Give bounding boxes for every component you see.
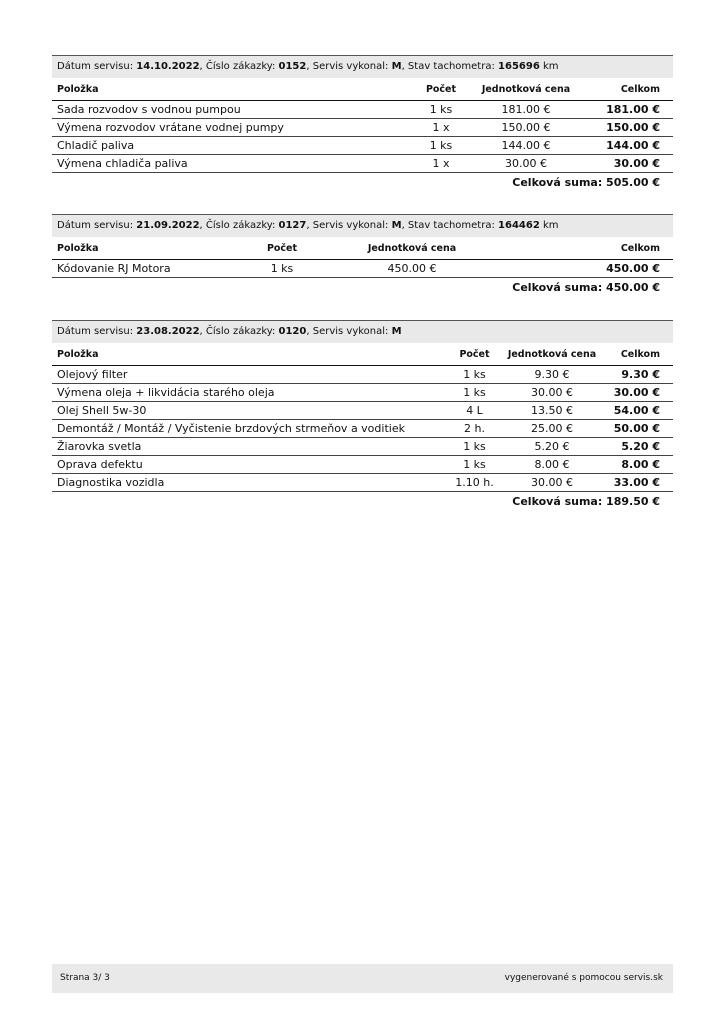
table-row — [52, 438, 673, 456]
grand-total: Celková suma: 189.50 € — [512, 495, 660, 508]
item-name: Chladič paliva — [52, 137, 404, 155]
table-row — [52, 137, 673, 155]
order-label: , Číslo zákazky: — [199, 61, 276, 72]
item-total: 50.00 € — [602, 420, 673, 438]
table-row — [52, 402, 673, 420]
service-record-2 — [52, 214, 673, 300]
odometer-value: 164462 — [498, 220, 540, 231]
col-header-total: Celkom — [602, 343, 673, 366]
item-total: 144.00 € — [574, 137, 673, 155]
date-label: Dátum servisu: — [57, 61, 134, 72]
item-qty: 1 x — [404, 119, 478, 137]
odometer-unit: km — [542, 61, 559, 72]
performed-by: M — [391, 61, 402, 72]
item-total: 30.00 € — [574, 155, 673, 173]
performed-by: M — [391, 326, 402, 337]
item-qty: 1 ks — [447, 438, 502, 456]
col-header-total: Celkom — [574, 78, 673, 101]
order-label: , Číslo zákazky: — [199, 326, 276, 337]
page-number: Strana 3/ 3 — [60, 973, 110, 983]
item-name: Výmena rozvodov vrátane vodnej pumpy — [52, 119, 404, 137]
col-header-item: Položka — [52, 78, 404, 101]
order-label: , Číslo zákazky: — [199, 220, 276, 231]
table-row — [52, 384, 673, 402]
odometer-label: , Stav tachometra: — [401, 61, 495, 72]
item-total: 9.30 € — [602, 366, 673, 384]
item-name: Oprava defektu — [52, 456, 447, 474]
col-header-item: Položka — [52, 343, 447, 366]
table-row — [52, 366, 673, 384]
item-unit-price: 9.30 € — [502, 366, 602, 384]
service-header — [52, 320, 673, 343]
item-name: Diagnostika vozidla — [52, 474, 447, 492]
table-header-row — [52, 237, 673, 260]
table-header-row — [52, 343, 673, 366]
table-row — [52, 456, 673, 474]
col-header-unit-price: Jednotková cena — [502, 343, 602, 366]
item-unit-price: 8.00 € — [502, 456, 602, 474]
table-row — [52, 119, 673, 137]
col-header-qty: Počet — [404, 78, 478, 101]
item-qty: 1 ks — [404, 101, 478, 119]
col-header-item: Položka — [52, 237, 222, 260]
date-label: Dátum servisu: — [57, 326, 134, 337]
item-unit-price: 25.00 € — [502, 420, 602, 438]
item-qty: 1.10 h. — [447, 474, 502, 492]
odometer-label: , Stav tachometra: — [401, 220, 495, 231]
item-total: 54.00 € — [602, 402, 673, 420]
item-unit-price: 181.00 € — [478, 101, 574, 119]
item-qty: 1 ks — [222, 260, 342, 278]
item-total: 450.00 € — [482, 260, 673, 278]
grand-total: Celková suma: 505.00 € — [512, 176, 660, 189]
item-name: Kódovanie RJ Motora — [52, 260, 222, 278]
item-name: Demontáž / Montáž / Vyčistenie brzdových strmeňov a voditiek — [52, 420, 447, 438]
item-qty: 2 h. — [447, 420, 502, 438]
date-label: Dátum servisu: — [57, 220, 134, 231]
col-header-total: Celkom — [482, 237, 673, 260]
items-table — [52, 343, 673, 492]
item-unit-price: 150.00 € — [478, 119, 574, 137]
item-unit-price: 30.00 € — [502, 474, 602, 492]
items-table — [52, 78, 673, 173]
item-name: Olejový filter — [52, 366, 447, 384]
item-qty: 1 ks — [447, 384, 502, 402]
grand-total: Celková suma: 450.00 € — [512, 281, 660, 294]
item-total: 33.00 € — [602, 474, 673, 492]
item-name: Výmena chladiča paliva — [52, 155, 404, 173]
items-table — [52, 237, 673, 278]
item-name: Žiarovka svetla — [52, 438, 447, 456]
col-header-qty: Počet — [222, 237, 342, 260]
table-header-row — [52, 78, 673, 101]
item-name: Sada rozvodov s vodnou pumpou — [52, 101, 404, 119]
item-qty: 1 ks — [447, 366, 502, 384]
service-record-3 — [52, 320, 673, 514]
service-header — [52, 214, 673, 237]
service-record-1 — [52, 55, 673, 195]
performed-by: M — [391, 220, 402, 231]
table-row — [52, 260, 673, 278]
col-header-unit-price: Jednotková cena — [342, 237, 482, 260]
item-unit-price: 30.00 € — [502, 384, 602, 402]
item-unit-price: 13.50 € — [502, 402, 602, 420]
order-number: 0127 — [278, 220, 307, 231]
performed-by-label: , Servis vykonal: — [306, 326, 389, 337]
service-header — [52, 55, 673, 78]
table-row — [52, 420, 673, 438]
item-qty: 4 L — [447, 402, 502, 420]
col-header-unit-price: Jednotková cena — [478, 78, 574, 101]
item-unit-price: 30.00 € — [478, 155, 574, 173]
odometer-unit: km — [542, 220, 559, 231]
generated-by-note: vygenerované s pomocou servis.sk — [504, 973, 663, 983]
odometer-value: 165696 — [498, 61, 540, 72]
item-unit-price: 5.20 € — [502, 438, 602, 456]
service-date: 21.09.2022 — [136, 220, 200, 231]
service-date: 14.10.2022 — [136, 61, 200, 72]
order-number: 0120 — [278, 326, 307, 337]
table-row — [52, 155, 673, 173]
item-total: 30.00 € — [602, 384, 673, 402]
order-number: 0152 — [278, 61, 307, 72]
item-qty: 1 x — [404, 155, 478, 173]
item-total: 5.20 € — [602, 438, 673, 456]
item-name: Výmena oleja + likvidácia starého oleja — [52, 384, 447, 402]
col-header-qty: Počet — [447, 343, 502, 366]
item-total: 8.00 € — [602, 456, 673, 474]
item-qty: 1 ks — [404, 137, 478, 155]
performed-by-label: , Servis vykonal: — [306, 220, 389, 231]
item-qty: 1 ks — [447, 456, 502, 474]
performed-by-label: , Servis vykonal: — [306, 61, 389, 72]
item-name: Olej Shell 5w-30 — [52, 402, 447, 420]
item-unit-price: 144.00 € — [478, 137, 574, 155]
item-total: 181.00 € — [574, 101, 673, 119]
table-row — [52, 474, 673, 492]
service-date: 23.08.2022 — [136, 326, 200, 337]
table-row — [52, 101, 673, 119]
item-total: 150.00 € — [574, 119, 673, 137]
page-footer — [52, 964, 673, 993]
item-unit-price: 450.00 € — [342, 260, 482, 278]
